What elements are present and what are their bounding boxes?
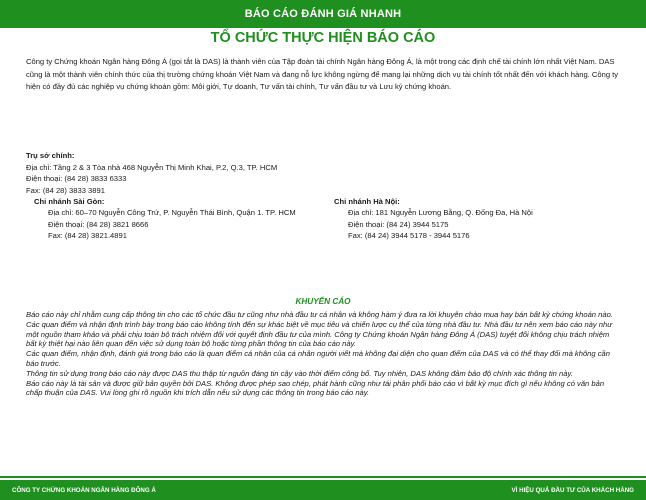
- branch-saigon-address: Địa chỉ: 60–70 Nguyễn Công Trứ, P. Nguyễn Thái Bình, Quận 1. TP. HCM: [48, 208, 296, 218]
- headquarters-label: Trụ sở chính:: [26, 151, 75, 160]
- branch-saigon-phone: Điện thoại: (84 28) 3821 8666: [48, 219, 149, 229]
- branch-saigon-label: Chi nhánh Sài Gòn:: [34, 197, 105, 206]
- company-intro: Công ty Chứng khoán Ngân hàng Đông Á (gọi tắt là DAS) là thành viên của Tập đoàn tài chính Ngân hàng Đông Á, là một trong các định chế tài chính lớn nhất Việt Nam. DAS cũng là một thành viên chính thức của thị trường chứng khoán Việt Nam và đang nỗ lực không ngừng để mang lại những dịch vụ tài chính tốt nhất đến với khách hàng. Công ty hiện có đầy đủ các nghiệp vụ chứng khoán gồm: Môi giới, Tự doanh, Tư vấn tài chính, Tư vấn đầu tư và Lưu ký chứng khoán.: [26, 57, 619, 92]
- section-title: TỔ CHỨC THỰC HIỆN BÁO CÁO: [210, 30, 436, 46]
- disclaimer-paragraph: Báo cáo này là tài sản và được giữ bản quyền bởi DAS. Không được phép sao chép, phát hành cũng như tái phân phối báo cáo vì bất kỳ mục đích gì nếu không có văn bản chấp thuận của DAS. Vui lòng ghi rõ nguồn khi trích dẫn nếu sử dụng các thông tin trong báo cáo này.: [26, 378, 605, 398]
- branch-hanoi-label: Chi nhánh Hà Nội:: [334, 197, 400, 206]
- report-title: BÁO CÁO ĐÁNH GIÁ NHANH: [244, 8, 402, 20]
- headquarters-address: Địa chỉ: Tầng 2 & 3 Tòa nhà 468 Nguyễn Thị Minh Khai, P.2, Q.3, TP. HCM: [26, 162, 278, 172]
- footer-slogan: VÌ HIỆU QUẢ ĐẦU TƯ CỦA KHÁCH HÀNG: [511, 486, 634, 494]
- headquarters-phone: Điện thoại: (84 28) 3833 6333: [26, 174, 127, 184]
- branch-hanoi: [334, 196, 624, 242]
- disclaimer-title: KHUYẾN CÁO: [295, 297, 351, 306]
- report-header-bar: [0, 0, 646, 28]
- disclaimer-text: [26, 310, 618, 398]
- disclaimer-paragraph: Báo cáo này chỉ nhằm cung cấp thông tin cho các tổ chức đầu tư cũng như nhà đầu tư cá nhân và không hàm ý đưa ra lời khuyên chào mua hay bán bất kỳ chứng khoán nào. Các quan điểm và nhận định trình bày trong báo cáo không tính đến sự khác biệt về mục tiêu và chiến lược cụ thể của từng nhà đầu tư. Nhà đầu tư nên xem báo cáo này như một nguồn tham khảo và phải chịu toàn bộ trách nhiệm đối với quyết định đầu tư của mình. Công ty Chứng khoán Ngân hàng Đông Á (DAS) tuyệt đối không chịu trách nhiệm bất kỳ thiệt hại nào liên quan đến việc sử dụng toàn bộ hoặc từng phần thông tin của báo cáo này.: [26, 310, 613, 349]
- branch-hanoi-phone: Điện thoại: (84 24) 3944 5175: [348, 219, 449, 229]
- footer-company-name: CÔNG TY CHỨNG KHOÁN NGÂN HÀNG ĐÔNG Á: [12, 486, 156, 494]
- footer-divider: [0, 476, 646, 478]
- branch-hanoi-address: Địa chỉ: 181 Nguyễn Lương Bằng, Q. Đống Đa, Hà Nội: [348, 208, 533, 218]
- footer-bar: [0, 480, 646, 500]
- branch-hanoi-fax: Fax: (84 24) 3944 5178 - 3944 5176: [348, 231, 470, 241]
- headquarters-fax: Fax: (84 28) 3833 3891: [26, 185, 105, 195]
- disclaimer-paragraph: Các quan điểm, nhận định, đánh giá trong báo cáo là quan điểm cá nhân của cá nhân người viết mà không đại diện cho quan điểm của DAS và có thể thay đổi mà không cần báo trước.: [26, 349, 610, 368]
- headquarters-block: [26, 150, 326, 196]
- disclaimer-paragraph: Thông tin sử dụng trong báo cáo này được DAS thu thập từ nguồn đáng tin cậy vào thời điểm công bố. Tuy nhiên, DAS không đảm bảo độ chính xác thông tin này.: [26, 368, 573, 378]
- branch-saigon-fax: Fax: (84 28) 3821.4891: [48, 231, 127, 241]
- branch-saigon: [34, 196, 324, 242]
